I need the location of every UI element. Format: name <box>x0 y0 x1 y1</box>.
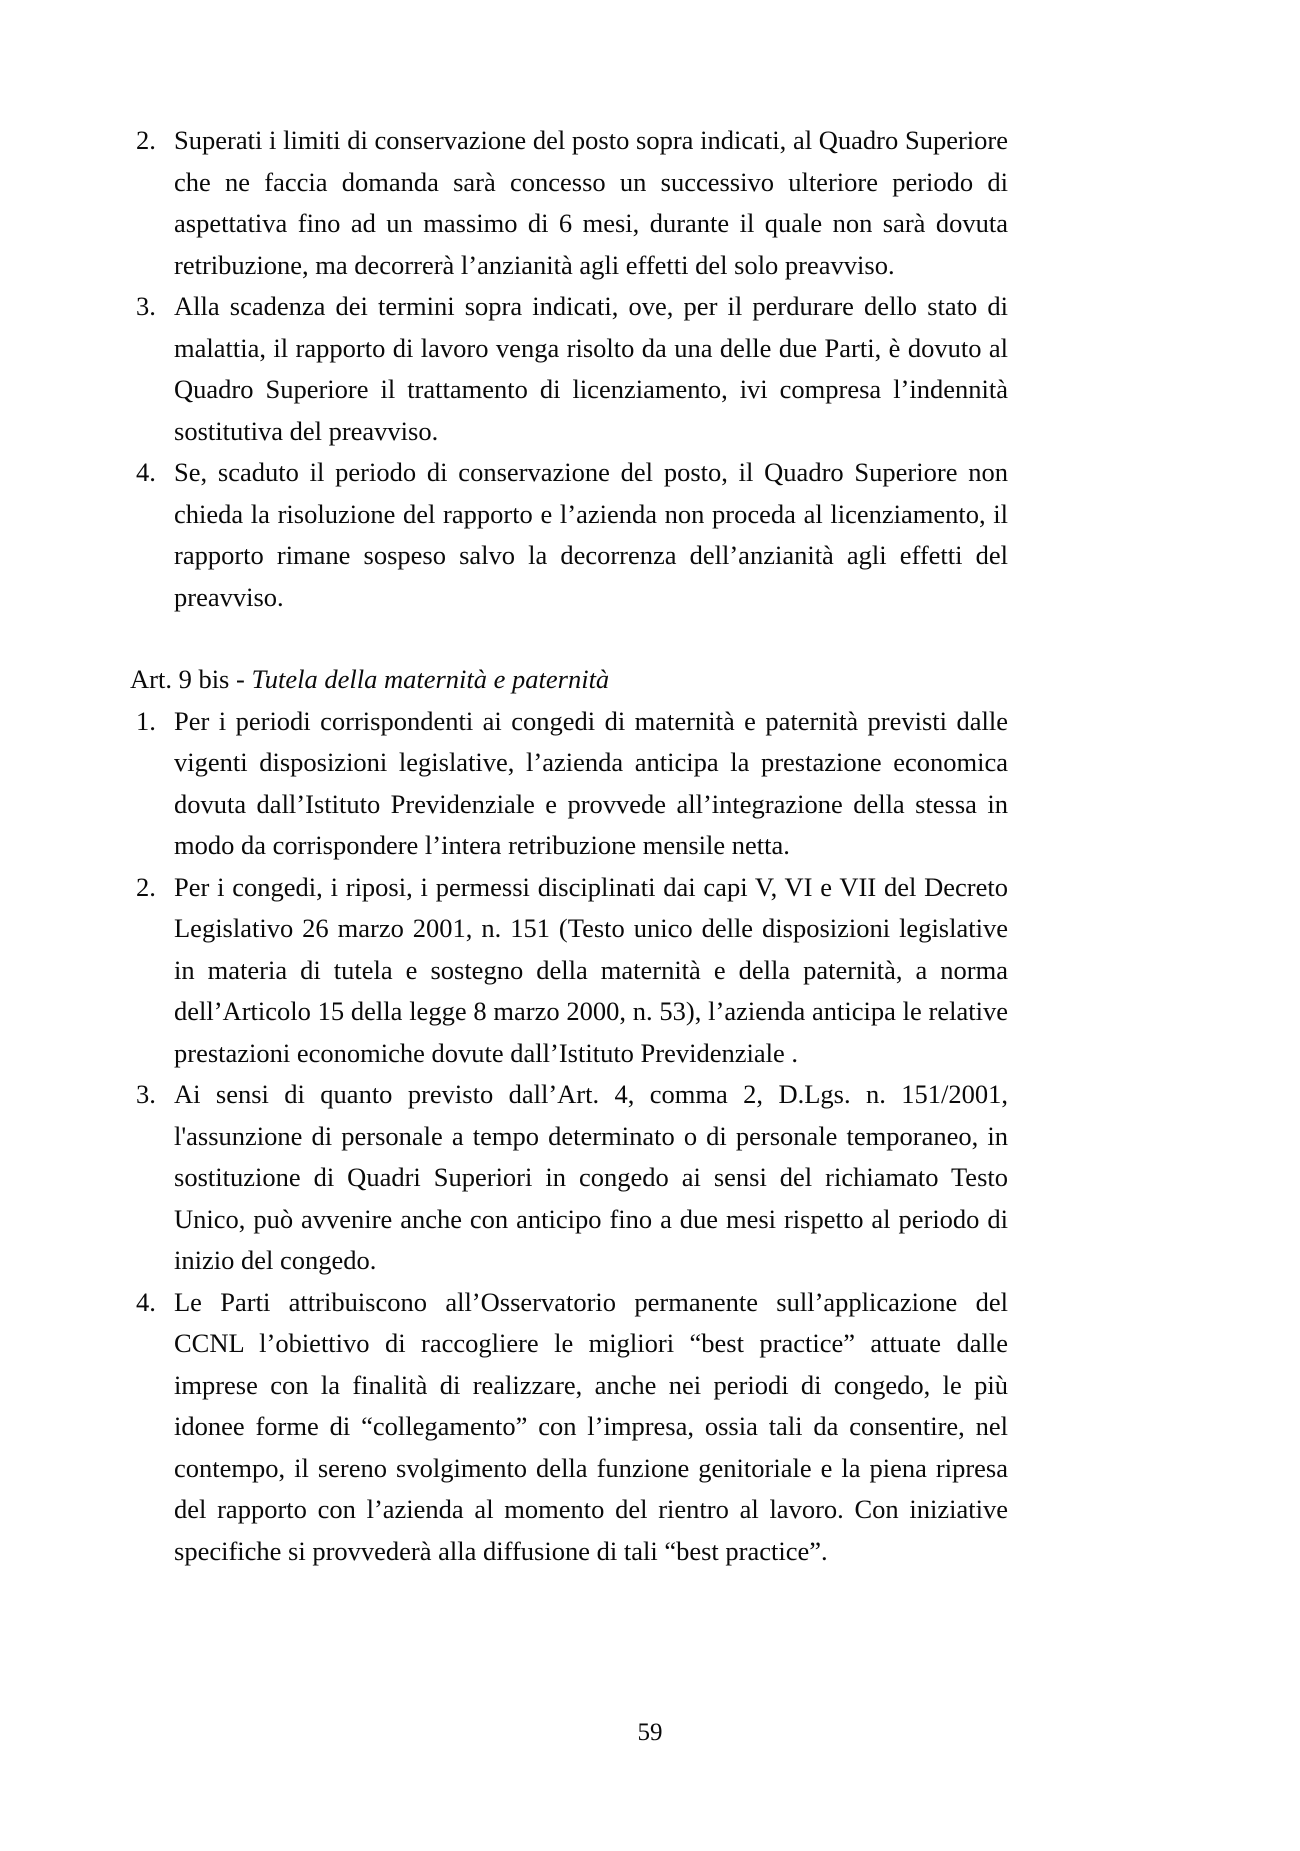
list-item-marker: 3. <box>136 291 156 321</box>
list-item-marker: 1. <box>136 705 156 736</box>
list-item <box>128 1074 1008 1282</box>
list-item-text: Per i congedi, i riposi, i permessi disciplinati dai capi V, VI e VII del Decreto Legislativo 26 marzo 2001, n. 151 (Testo unico delle disposizioni legislative in materia di tutela e sostegno della maternità e della paternità, a norma dell’Articolo 15 della legge 8 marzo 2000, n. 53), l’azienda anticipa le relative prestazioni economiche dovute dall’Istituto Previdenziale . <box>174 871 1008 1068</box>
list-item-text: Le Parti attribuiscono all’Osservatorio permanente sull’applicazione del CCNL l’obiettivo di raccogliere le migliori “best practice” attuate dalle imprese con la finalità di realizzare, anche nei periodi di congedo, le più idonee forme di “collegamento” con l’impresa, ossia tali da consentire, nel contempo, il sereno svolgimento della funzione genitoriale e la piena ripresa del rapporto con l’azienda al momento del rientro al lavoro. Con iniziative specifiche si provvederà alla diffusione di tali “best practice”. <box>174 1286 1008 1566</box>
page-content <box>128 120 1008 1572</box>
list-item-text: Alla scadenza dei termini sopra indicati, ove, per il perdurare dello stato di malattia, il rapporto di lavoro venga risolto da una delle due Parti, è dovuto al Quadro Superiore il trattamento di licenziamento, ivi compresa l’indennità sostitutiva del preavviso. <box>174 291 1008 446</box>
list-item <box>128 867 1008 1075</box>
list-item-text: Per i periodi corrispondenti ai congedi di maternità e paternità previsti dalle vigenti disposizioni legislative, l’azienda anticipa la prestazione economica dovuta dall’Istituto Previdenziale e provvede all’integrazione della stessa in modo da corrispondere l’intera retribuzione mensile netta. <box>174 705 1008 860</box>
article-heading <box>128 659 1008 701</box>
list-item-marker: 2. <box>136 871 156 902</box>
list-item-marker: 2. <box>136 125 156 155</box>
list-item-marker: 4. <box>136 457 156 487</box>
list-item <box>128 120 1008 286</box>
list-item-text: Se, scaduto il periodo di conservazione del posto, il Quadro Superiore non chieda la risoluzione del rapporto e l’azienda non proceda al licenziamento, il rapporto rimane sospeso salvo la decorrenza dell’anzianità agli effetti del preavviso. <box>174 457 1008 612</box>
list-article-clauses <box>128 701 1008 1573</box>
section-spacer <box>128 618 1008 659</box>
list-item <box>128 701 1008 867</box>
article-heading-label: Art. 9 bis - <box>130 664 252 694</box>
list-item <box>128 452 1008 618</box>
list-item <box>128 286 1008 452</box>
page-number: 59 <box>637 1719 663 1746</box>
list-item-marker: 3. <box>136 1079 156 1109</box>
list-item <box>128 1282 1008 1573</box>
list-item-text: Ai sensi di quanto previsto dall’Art. 4, comma 2, D.Lgs. n. 151/2001, l'assunzione di personale a tempo determinato o di personale temporaneo, in sostituzione di Quadri Superiori in congedo ai sensi del richiamato Testo Unico, può avvenire anche con anticipo fino a due mesi rispetto al periodo di inizio del congedo. <box>174 1079 1008 1275</box>
list-item-marker: 4. <box>136 1286 156 1317</box>
article-heading-title: Tutela della maternità e paternità <box>251 664 610 694</box>
list-continued-clauses <box>128 120 1008 618</box>
list-item-text: Superati i limiti di conservazione del posto sopra indicati, al Quadro Superiore che ne faccia domanda sarà concesso un successivo ulteriore periodo di aspettativa fino ad un massimo di 6 mesi, durante il quale non sarà dovuta retribuzione, ma decorrerà l’anzianità agli effetti del solo preavviso. <box>174 125 1008 280</box>
